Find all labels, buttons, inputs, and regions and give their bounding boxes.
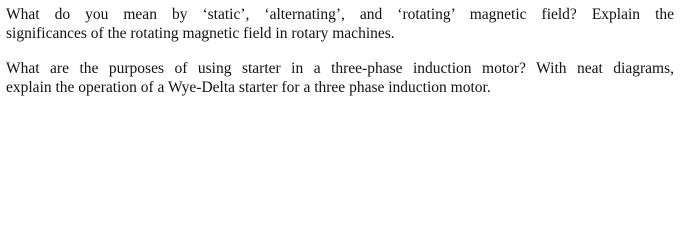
question-2-line-2: explain the operation of a Wye-Delta starter for a three phase induction motor. <box>6 79 491 96</box>
question-1-line-2: significances of the rotating magnetic field in rotary machines. <box>6 25 395 42</box>
question-2-line-1: What are the purposes of using starter in a three-phase induction motor? With neat diagrams, <box>6 60 674 77</box>
document-page <box>0 0 680 104</box>
question-1-line-1: What do you mean by ‘static’, ‘alternating’, and ‘rotating’ magnetic field? Explain the <box>6 6 674 23</box>
question-2 <box>6 59 674 97</box>
question-1 <box>6 5 674 43</box>
